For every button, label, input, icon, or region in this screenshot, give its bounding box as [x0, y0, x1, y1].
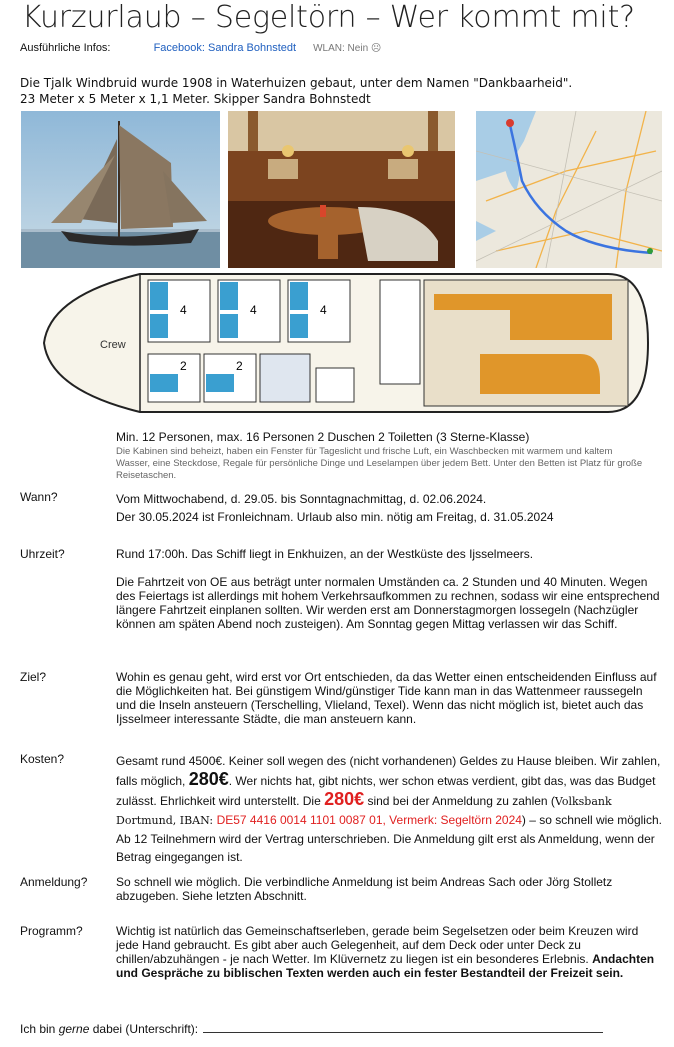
ziel-label: Ziel? — [20, 670, 47, 684]
kosten-label: Kosten? — [20, 752, 65, 766]
amount-2: 280€ — [324, 789, 365, 809]
kosten-text — [116, 752, 664, 866]
cabin-2-capacity: 4 — [250, 303, 257, 317]
wann-label: Wann? — [20, 490, 58, 504]
cabin-5-capacity: 2 — [236, 359, 243, 373]
signature-prefix: Ich bin — [20, 1022, 59, 1036]
wlan-note: WLAN: Nein ☹ — [313, 43, 382, 54]
amount-1: 280€ — [188, 769, 229, 789]
signature-line — [20, 1021, 603, 1036]
anmeldung-label: Anmeldung? — [20, 875, 88, 889]
capacity-detail: Die Kabinen sind beheizt, haben ein Fenster für Tageslicht und frische Luft, ein Waschbecken mit warmem und kaltem Wasser, eine Steckdose, Regale für persönliche Dinge und Leselampen über jedem Bett. Unter den Betten ist Platz für große Reisetaschen. — [116, 446, 643, 481]
ship-photo — [21, 111, 220, 268]
infos-label: Ausführliche Infos: — [20, 42, 111, 54]
cabin-1-capacity: 4 — [180, 303, 187, 317]
crew-label: Crew — [100, 339, 126, 351]
capacity-main: Min. 12 Personen, max. 16 Personen 2 Duschen 2 Toiletten (3 Sterne-Klasse) — [116, 430, 530, 444]
wann-line-1: Vom Mittwochabend, d. 29.05. bis Sonntagnachmittag, d. 02.06.2024. — [116, 492, 487, 506]
facebook-link[interactable]: Facebook: Sandra Bohnstedt — [153, 42, 297, 54]
signature-field[interactable] — [203, 1021, 603, 1033]
programm-bold: Andachten und Gespräche zu biblischen Texten werden auch ein fester Bestandteil der Freizeit sein. — [116, 952, 655, 980]
signature-suffix: dabei (Unterschrift): — [89, 1022, 199, 1036]
kosten-p4: ) – so schnell wie möglich. Ab 12 Teilnehmern wird der Vertrag unterschrieben. Die Anmeldung gilt erst als Anmeldung, wenn der Betrag eingegangen ist. — [116, 813, 662, 864]
page-title: Kurzurlaub – Segeltörn – Wer kommt mit? — [22, 0, 635, 35]
cabin-4-capacity: 2 — [180, 359, 187, 373]
uhrzeit-line-1: Rund 17:00h. Das Schiff liegt in Enkhuizen, an der Westküste des Ijsselmeers. — [116, 547, 534, 561]
kosten-p1: Gesamt rund 4500€. Keiner soll wegen des (nicht vorhandenen) Geldes zu Hause bleiben. Wir zahlen, falls möglich, — [116, 754, 661, 788]
uhrzeit-paragraph: Die Fahrtzeit von OE aus beträgt unter normalen Umständen ca. 2 Stunden und 40 Minuten. Wegen des Feiertags ist allerdings mit hohem Verkehrsaufkommen zu rechnen, sodass wir eine entsprechend längere Fahrtzeit einplanen sollten. Wir werden erst am Donnerstagmorgen lossegeln (Nachzügler können am späten Abend noch zusteigen). Am Sonntag gegen Mittag verlassen wir das Schiff. — [116, 575, 660, 631]
route-map — [476, 111, 662, 268]
intro-text — [20, 75, 572, 107]
kosten-p3: sind bei der Anmeldung zu zahlen ( — [364, 794, 555, 808]
intro-line-1: Die Tjalk Windbruid wurde 1908 in Waterhuizen gebaut, unter dem Namen "Dankbaarheid". — [20, 76, 573, 90]
uhrzeit-label: Uhrzeit? — [20, 547, 65, 561]
anmeldung-text: So schnell wie möglich. Die verbindliche Anmeldung ist beim Andreas Sach oder Jörg Stolletz abzugeben. Siehe letzten Abschnitt. — [116, 875, 613, 903]
cabin-3-capacity: 4 — [320, 303, 327, 317]
programm-label: Programm? — [20, 924, 83, 938]
iban: DE57 4416 0014 1101 0087 01, Vermerk: Segeltörn 2024 — [216, 813, 522, 827]
programm-body: Wichtig ist natürlich das Gemeinschaftserleben, gerade beim Segelsetzen oder beim Kreuzen wird jede Hand gebraucht. Es gibt aber auch Gelegenheit, auf dem Deck oder unter Deck zu chillen/abzuhängen - je nach Wetter. Im Klüvernetz zu liegen ist ein besonderes Erlebnis. — [116, 924, 639, 966]
ziel-text: Wohin es genau geht, wird erst vor Ort entschieden, da das Wetter einen entscheidenden Einfluss auf die Möglichkeiten hat. Bei günstigem Wind/günstiger Tide kann man in das Wattenmeer raussegeln und die Inseln ansteuern (Terschelling, Vlieland, Texel). Wenn das nicht möglich ist, bietet auch das Ijsselmeer interessante Städte, die man ansteuern kann. — [116, 670, 657, 726]
intro-line-2: 23 Meter x 5 Meter x 1,1 Meter. Skipper Sandra Bohnstedt — [20, 92, 371, 106]
signature-em: gerne — [58, 1022, 90, 1036]
wann-line-2: Der 30.05.2024 ist Fronleichnam. Urlaub also min. nötig am Freitag, d. 31.05.2024 — [116, 510, 554, 524]
kosten-p2: . Wer nichts hat, gibt nichts, wer schon etwas verdient, gibt das, was das Budget zulässt. Ehrlichkeit wird unterstellt. Die — [116, 774, 656, 808]
info-line — [20, 42, 381, 54]
ship-floor-plan — [40, 270, 652, 416]
capacity-info — [116, 430, 646, 482]
programm-text — [116, 924, 664, 980]
interior-photo — [228, 111, 455, 268]
bank-name: Volksbank Dortmund, IBAN: — [116, 795, 612, 827]
